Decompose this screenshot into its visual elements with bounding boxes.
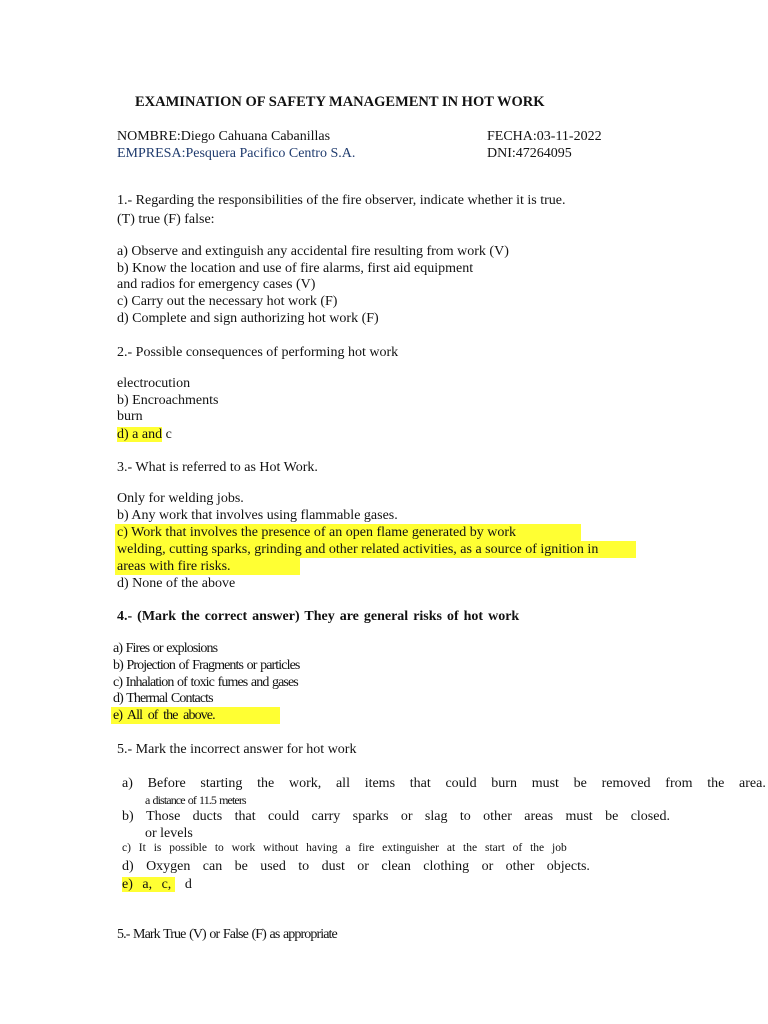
q5-option-e xyxy=(122,876,192,893)
q5-answer-highlight: e) a, c, xyxy=(122,877,175,892)
q5-word: clean xyxy=(381,859,411,874)
q3-option-a: Only for welding jobs. xyxy=(117,491,244,506)
q5-word: burn xyxy=(491,776,517,791)
q5-word: must xyxy=(531,776,559,791)
q1-question: 1.- Regarding the responsibilities of the fire observer, indicate whether it is true. xyxy=(117,193,566,208)
q5-word: to xyxy=(298,859,310,874)
q1-option-b-line1: b) Know the location and use of fire alarms, first aid equipment xyxy=(117,261,474,276)
q2-answer-highlight: d) a and xyxy=(117,427,163,442)
q5-word: that xyxy=(409,776,431,791)
q5-question: 5.- Mark the incorrect answer for hot work xyxy=(117,742,357,757)
q5-word: can xyxy=(202,859,223,874)
q3-option-c-line2: welding, cutting sparks, grinding and other related activities, as a source of ignition in xyxy=(115,541,636,558)
q5-option-a xyxy=(122,775,766,792)
q5-word: area. xyxy=(739,776,766,791)
q4-option-c: c) Inhalation of toxic fumes and gases xyxy=(113,675,298,690)
q5-word: other xyxy=(483,809,512,824)
q3-option-c-line3: areas with fire risks. xyxy=(115,558,300,575)
q5-option-c: c) It is possible to work without having a fire extinguisher at the start of the job xyxy=(122,842,567,854)
q5-word: work, xyxy=(288,776,322,791)
q1-option-d: d) Complete and sign authorizing hot work (F) xyxy=(117,311,379,326)
q2-option-b: b) Encroachments xyxy=(117,393,219,408)
q5-word: that xyxy=(234,809,256,824)
q4-option-a: a) Fires or explosions xyxy=(113,641,218,656)
q5-word: closed. xyxy=(630,809,670,824)
q4-option-e: e) All of the above. xyxy=(111,707,280,724)
q2-option-c: burn xyxy=(117,409,143,424)
q5-word: carry xyxy=(311,809,341,824)
q5-word: a) xyxy=(122,776,133,791)
exam-title: EXAMINATION OF SAFETY MANAGEMENT IN HOT WORK xyxy=(135,94,545,110)
q5-word: objects. xyxy=(546,859,590,874)
q5-word: other xyxy=(505,859,535,874)
q5-word: b) xyxy=(122,809,134,824)
q5-word: the xyxy=(707,776,725,791)
q3-option-b: b) Any work that involves using flammable gases. xyxy=(117,508,398,523)
q5-word: used xyxy=(260,859,286,874)
q1-option-a: a) Observe and extinguish any accidental fire resulting from work (V) xyxy=(117,244,509,259)
q5-word: to xyxy=(459,809,471,824)
q5-word: Before xyxy=(147,776,186,791)
q5-word: starting xyxy=(200,776,243,791)
q5-word: be xyxy=(605,809,619,824)
name-field: NOMBRE:Diego Cahuana Cabanillas xyxy=(117,129,331,144)
q5-word: dust xyxy=(321,859,345,874)
q5-word: could xyxy=(445,776,477,791)
dni-field: DNI:47264095 xyxy=(487,146,572,161)
q5-word: slag xyxy=(424,809,448,824)
q2-option-a: electrocution xyxy=(117,376,191,391)
q5-word: Oxygen xyxy=(146,859,191,874)
q3-option-d: d) None of the above xyxy=(117,576,236,591)
q5-word: or xyxy=(400,809,413,824)
q2-option-d xyxy=(117,426,172,443)
q4-option-d: d) Thermal Contacts xyxy=(113,691,213,706)
q5-word: removed xyxy=(601,776,651,791)
q5-word: all xyxy=(335,776,350,791)
q1-legend: (T) true (F) false: xyxy=(117,212,215,227)
date-field: FECHA:03-11-2022 xyxy=(487,129,602,144)
q4-question: 4.- (Mark the correct answer) They are general risks of hot work xyxy=(117,609,520,624)
q5-word: be xyxy=(234,859,248,874)
q5-word: from xyxy=(665,776,693,791)
q3-option-c-line1: c) Work that involves the presence of an open flame generated by work xyxy=(115,524,581,541)
q5-word: could xyxy=(268,809,300,824)
company-field: EMPRESA:Pesquera Pacifico Centro S.A. xyxy=(117,146,356,161)
q5-word: the xyxy=(257,776,275,791)
q5-option-a-cont: a distance of 11.5 meters xyxy=(145,793,246,807)
q5-option-e-rest: d xyxy=(175,877,192,892)
q5-option-b-cont: or levels xyxy=(145,826,193,841)
q5-word: be xyxy=(573,776,587,791)
q5-option-b xyxy=(122,808,670,825)
q4-option-b: b) Projection of Fragments or particles xyxy=(113,658,300,673)
q5-word: clothing xyxy=(423,859,470,874)
q5-word: sparks xyxy=(352,809,389,824)
q5-word: must xyxy=(565,809,593,824)
q2-option-d-rest: c xyxy=(162,427,172,442)
q1-option-c: c) Carry out the necessary hot work (F) xyxy=(117,294,338,309)
q3-question: 3.- What is referred to as Hot Work. xyxy=(117,460,318,475)
q5-word: or xyxy=(481,859,494,874)
q5-word: or xyxy=(357,859,369,874)
q2-question: 2.- Possible consequences of performing hot work xyxy=(117,345,399,360)
q5-word: Those xyxy=(146,809,181,824)
q1-option-b-line2: and radios for emergency cases (V) xyxy=(117,277,316,292)
q5-word: areas xyxy=(524,809,554,824)
q5-word: ducts xyxy=(192,809,223,824)
q6-question: 5.- Mark True (V) or False (F) as appropriate xyxy=(117,927,337,942)
q5-option-d xyxy=(122,858,590,875)
q5-word: d) xyxy=(122,859,134,874)
q5-word: items xyxy=(364,776,396,791)
